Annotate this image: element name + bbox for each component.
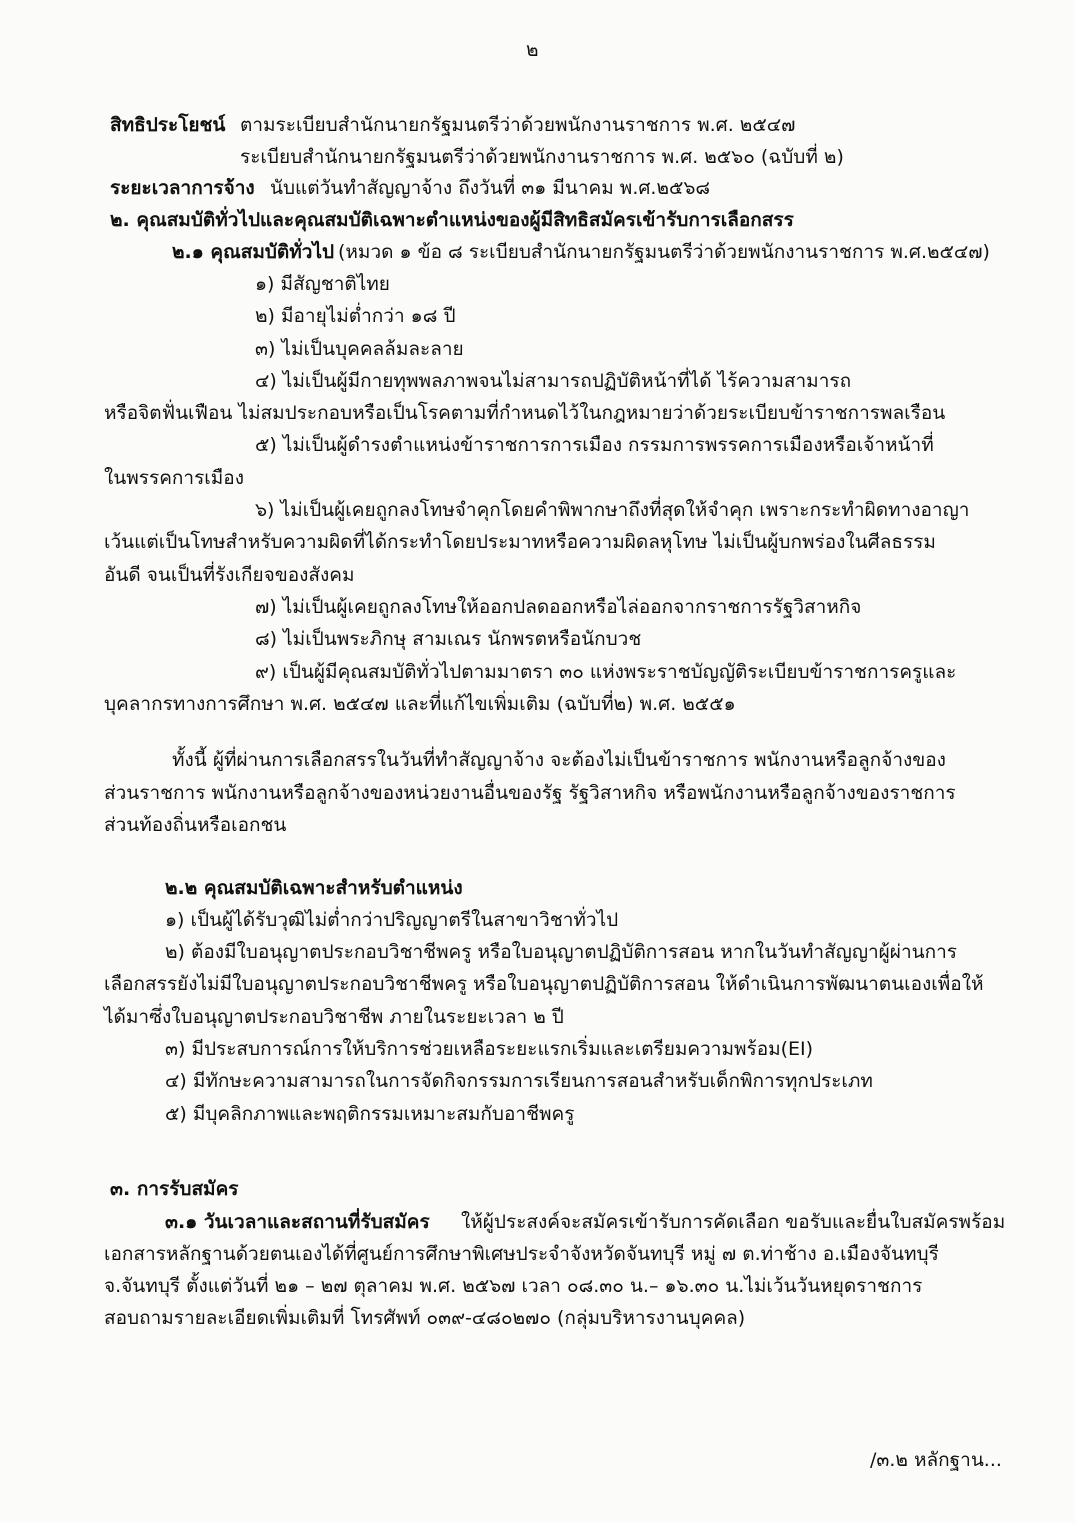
section-2-1-reference: (หมวด ๑ ข้อ ๘ ระเบียบสำนักนายกรัฐมนตรีว่าด้วยพนักงานราชการ พ.ศ.๒๕๔๗) [338,241,990,263]
continuation-note: /๓.๒ หลักฐาน... [870,1449,1002,1471]
specific-item-4: ๔) มีทักษะความสามารถในการจัดกิจกรรมการเรียนการสอนสำหรับเด็กพิการทุกประเภท [165,1070,873,1092]
benefits-label: สิทธิประโยชน์ [110,114,226,136]
benefits-line-2: ระเบียบสำนักนายกรัฐมนตรีว่าด้วยพนักงานราชการ พ.ศ. ๒๕๖๐ (ฉบับที่ ๒) [240,146,844,168]
note-line-2: ส่วนราชการ พนักงานหรือลูกจ้างของหน่วยงานอื่นของรัฐ รัฐวิสาหกิจ หรือพนักงานหรือลูกจ้างของราชการ [104,782,956,804]
employment-period-text: นับแต่วันทำสัญญาจ้าง ถึงวันที่ ๓๑ มีนาคม พ.ศ.๒๕๖๘ [270,177,711,199]
general-item-3: ๓) ไม่เป็นบุคคลล้มละลาย [255,338,464,360]
section-3-1-line-3: จ.จันทบุรี ตั้งแต่วันที่ ๒๑ – ๒๗ ตุลาคม พ.ศ. ๒๕๖๗ เวลา ๐๘.๓๐ น.– ๑๖.๓๐ น.ไม่เว้นวันหยุดราชการ [104,1275,923,1297]
specific-item-2-line-2: เลือกสรรยังไม่มีใบอนุญาตประกอบวิชาชีพครู หรือใบอนุญาตปฏิบัติการสอน ให้ดำเนินการพัฒนาตนเองเพื่อให้ [104,973,984,995]
general-item-9-line-2: บุคลากรทางการศึกษา พ.ศ. ๒๕๔๗ และที่แก้ไขเพิ่มเติม (ฉบับที่๒) พ.ศ. ๒๕๕๑ [104,693,736,715]
section-2-2-heading: ๒.๒ คุณสมบัติเฉพาะสำหรับตำแหน่ง [165,877,463,899]
general-item-9-line-1: ๙) เป็นผู้มีคุณสมบัติทั่วไปตามมาตรา ๓๐ แห่งพระราชบัญญัติระเบียบข้าราชการครูและ [255,661,957,683]
benefits-line-1: ตามระเบียบสำนักนายกรัฐมนตรีว่าด้วยพนักงานราชการ พ.ศ. ๒๕๔๗ [240,114,796,136]
general-item-4-line-2: หรือจิตฟั่นเฟือน ไม่สมประกอบหรือเป็นโรคตามที่กำหนดไว้ในกฎหมายว่าด้วยระเบียบข้าราชการพลเรือน [104,402,946,424]
general-item-2: ๒) มีอายุไม่ต่ำกว่า ๑๘ ปี [255,305,456,327]
page-number: ๒ [526,39,539,61]
section-3-1-line-1: ให้ผู้ประสงค์จะสมัครเข้ารับการคัดเลือก ขอรับและยื่นใบสมัครพร้อม [461,1211,1006,1233]
general-item-5-line-2: ในพรรคการเมือง [104,467,244,489]
general-item-6-line-3: อันดี จนเป็นที่รังเกียจของสังคม [104,564,355,586]
general-item-8: ๘) ไม่เป็นพระภิกษุ สามเณร นักพรตหรือนักบวช [255,628,642,650]
specific-item-2-line-1: ๒) ต้องมีใบอนุญาตประกอบวิชาชีพครู หรือใบอนุญาตปฏิบัติการสอน หากในวันทำสัญญาผู้ผ่านการ [165,941,957,963]
specific-item-5: ๕) มีบุคลิกภาพและพฤติกรรมเหมาะสมกับอาชีพครู [165,1103,575,1125]
section-3-1-line-2: เอกสารหลักฐานด้วยตนเองได้ที่ศูนย์การศึกษาพิเศษประจำจังหวัดจันทบุรี หมู่ ๗ ต.ท่าช้าง อ.เมืองจันทบุรี [104,1243,939,1265]
employment-period-label: ระยะเวลาการจ้าง [110,177,255,199]
specific-item-2-line-3: ได้มาซึ่งใบอนุญาตประกอบวิชาชีพ ภายในระยะเวลา ๒ ปี [104,1006,564,1028]
specific-item-3: ๓) มีประสบการณ์การให้บริการช่วยเหลือระยะแรกเริ่มและเตรียมความพร้อม(EI) [165,1038,814,1060]
section-3-1-heading: ๓.๑ วันเวลาและสถานที่รับสมัคร [165,1211,430,1233]
specific-item-1: ๑) เป็นผู้ได้รับวุฒิไม่ต่ำกว่าปริญญาตรีในสาขาวิชาทั่วไป [165,909,619,931]
note-line-1: ทั้งนี้ ผู้ที่ผ่านการเลือกสรรในวันที่ทำสัญญาจ้าง จะต้องไม่เป็นข้าราชการ พนักงานหรือลูกจ้างของ [172,749,946,771]
general-item-4-line-1: ๔) ไม่เป็นผู้มีกายทุพพลภาพจนไม่สามารถปฏิบัติหน้าที่ได้ ไร้ความสามารถ [255,370,852,392]
general-item-6-line-2: เว้นแต่เป็นโทษสำหรับความผิดที่ได้กระทำโดยประมาทหรือความผิดลหุโทษ ไม่เป็นผู้บกพร่องในศีลธรรม [104,531,936,553]
general-item-5-line-1: ๕) ไม่เป็นผู้ดำรงตำแหน่งข้าราชการการเมือง กรรมการพรรคการเมืองหรือเจ้าหน้าที่ [255,434,934,456]
section-2-heading: ๒. คุณสมบัติทั่วไปและคุณสมบัติเฉพาะตำแหน่งของผู้มีสิทธิสมัครเข้ารับการเลือกสรร [110,209,794,231]
section-3-1-line-4: สอบถามรายละเอียดเพิ่มเติมที่ โทรศัพท์ ๐๓๙-๔๘๐๒๗๐ (กลุ่มบริหารงานบุคคล) [104,1307,746,1329]
general-item-7: ๗) ไม่เป็นผู้เคยถูกลงโทษให้ออกปลดออกหรือไล่ออกจากราชการรัฐวิสาหกิจ [255,596,862,618]
general-item-1: ๑) มีสัญชาติไทย [255,273,390,295]
general-item-6-line-1: ๖) ไม่เป็นผู้เคยถูกลงโทษจำคุกโดยคำพิพากษาถึงที่สุดให้จำคุก เพราะกระทำผิดทางอาญา [255,499,970,521]
note-line-3: ส่วนท้องถิ่นหรือเอกชน [104,814,287,836]
section-2-1-heading: ๒.๑ คุณสมบัติทั่วไป [172,241,335,263]
section-3-heading: ๓. การรับสมัคร [110,1178,239,1200]
